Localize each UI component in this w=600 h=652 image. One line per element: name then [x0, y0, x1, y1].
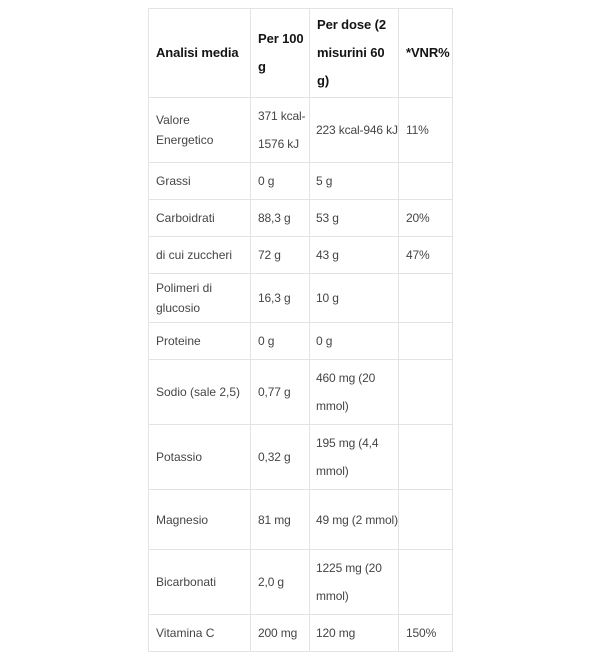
row-label: Vitamina C — [149, 615, 251, 652]
value-per-100g: 371 kcal-1576 kJ — [251, 98, 310, 163]
header-vnr: *VNR% — [399, 9, 453, 98]
row-label: Polimeri di glucosio — [149, 274, 251, 323]
value-per-100g: 0,32 g — [251, 425, 310, 490]
table-row-potassio — [149, 425, 453, 490]
table-row-proteine — [149, 323, 453, 360]
value-vnr: 11% — [399, 98, 453, 163]
header-analisi-media: Analisi media — [149, 9, 251, 98]
value-per-dose: 1225 mg (20 mmol) — [310, 550, 399, 615]
table-row-sodio — [149, 360, 453, 425]
row-label: di cui zuccheri — [149, 237, 251, 274]
header-per-100g: Per 100 g — [251, 9, 310, 98]
value-per-100g: 0,77 g — [251, 360, 310, 425]
value-per-dose: 460 mg (20 mmol) — [310, 360, 399, 425]
table-row-grassi — [149, 163, 453, 200]
value-vnr — [399, 425, 453, 490]
table-row-di-cui-zuccheri — [149, 237, 453, 274]
value-vnr: 47% — [399, 237, 453, 274]
row-label: Carboidrati — [149, 200, 251, 237]
table-row-polimeri-di-glucosio — [149, 274, 453, 323]
table-row-magnesio — [149, 490, 453, 550]
row-label: Magnesio — [149, 490, 251, 550]
value-per-100g: 0 g — [251, 323, 310, 360]
value-per-dose: 120 mg — [310, 615, 399, 652]
value-per-dose: 43 g — [310, 237, 399, 274]
row-label: Sodio (sale 2,5) — [149, 360, 251, 425]
value-vnr — [399, 490, 453, 550]
row-label: Potassio — [149, 425, 251, 490]
table-row-carboidrati — [149, 200, 453, 237]
value-per-dose: 5 g — [310, 163, 399, 200]
value-per-100g: 81 mg — [251, 490, 310, 550]
value-per-100g: 2,0 g — [251, 550, 310, 615]
value-per-dose: 223 kcal-946 kJ — [310, 98, 399, 163]
header-per-dose: Per dose (2 misurini 60 g) — [310, 9, 399, 98]
value-per-100g: 72 g — [251, 237, 310, 274]
table-row-bicarbonati — [149, 550, 453, 615]
value-vnr: 20% — [399, 200, 453, 237]
value-per-dose: 49 mg (2 mmol) — [310, 490, 399, 550]
nutrition-facts-table — [148, 8, 453, 652]
table-row-valore-energetico — [149, 98, 453, 163]
row-label: Grassi — [149, 163, 251, 200]
value-per-dose: 10 g — [310, 274, 399, 323]
value-per-dose: 0 g — [310, 323, 399, 360]
value-vnr — [399, 360, 453, 425]
table-row-vitamina-c — [149, 615, 453, 652]
row-label: Bicarbonati — [149, 550, 251, 615]
header-row — [149, 9, 453, 98]
value-per-100g: 200 mg — [251, 615, 310, 652]
value-vnr — [399, 550, 453, 615]
value-vnr — [399, 323, 453, 360]
value-per-dose: 53 g — [310, 200, 399, 237]
value-vnr — [399, 163, 453, 200]
value-vnr — [399, 274, 453, 323]
value-per-100g: 0 g — [251, 163, 310, 200]
value-per-100g: 16,3 g — [251, 274, 310, 323]
row-label: Valore Energetico — [149, 98, 251, 163]
value-per-dose: 195 mg (4,4 mmol) — [310, 425, 399, 490]
value-per-100g: 88,3 g — [251, 200, 310, 237]
value-vnr: 150% — [399, 615, 453, 652]
row-label: Proteine — [149, 323, 251, 360]
